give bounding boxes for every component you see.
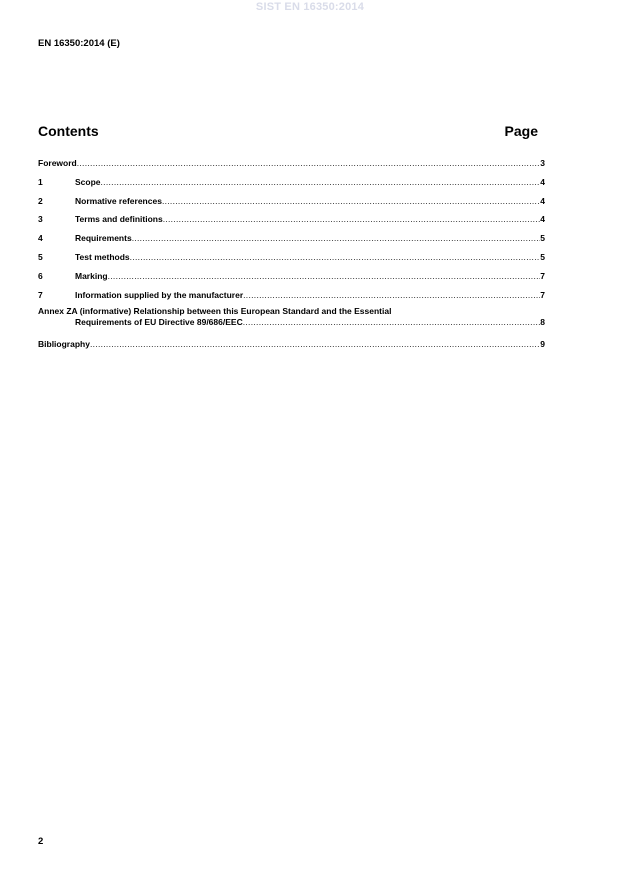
toc-entry-number: 4 xyxy=(38,233,43,244)
dot-leader xyxy=(162,194,540,208)
page-number: 2 xyxy=(38,836,44,847)
toc-entry-title: Scope xyxy=(75,176,101,187)
toc-entry-requirements[interactable] xyxy=(38,231,545,250)
toc-entry-number: 1 xyxy=(38,176,43,187)
page-column-label: Page xyxy=(504,123,538,139)
dot-leader xyxy=(90,337,540,351)
toc-entry-title: Foreword xyxy=(38,158,77,168)
toc-entry-bibliography[interactable] xyxy=(38,337,545,356)
dot-leader xyxy=(163,212,541,226)
toc-entry-information-supplied[interactable] xyxy=(38,288,545,307)
table-of-contents xyxy=(38,156,545,356)
watermark: SIST EN 16350:2014 xyxy=(255,1,365,13)
contents-heading xyxy=(38,123,538,139)
dot-leader xyxy=(77,156,541,170)
dot-leader xyxy=(101,175,541,189)
toc-entry-page: 5 xyxy=(540,251,545,262)
toc-entry-title: Marking xyxy=(75,270,108,281)
toc-entry-scope[interactable] xyxy=(38,175,545,194)
toc-entry-number: 7 xyxy=(38,289,43,300)
toc-entry-page: 8 xyxy=(540,316,545,327)
document-identifier: EN 16350:2014 (E) xyxy=(38,38,120,49)
contents-title: Contents xyxy=(38,123,99,139)
toc-entry-title: Bibliography xyxy=(38,339,90,350)
annex-entry-text xyxy=(38,306,545,327)
toc-entry-page: 7 xyxy=(540,289,545,300)
annex-title-line-2-row xyxy=(38,317,545,328)
toc-entry-page: 5 xyxy=(540,233,545,244)
toc-entry-page: 4 xyxy=(540,195,545,206)
dot-leader xyxy=(243,288,540,302)
toc-entry-foreword[interactable] xyxy=(38,156,545,175)
toc-entry-test-methods[interactable] xyxy=(38,250,545,269)
toc-entry-title: Normative references xyxy=(75,195,162,206)
toc-entry-marking[interactable] xyxy=(38,269,545,288)
toc-entry-title: Test methods xyxy=(75,251,130,262)
toc-entry-number: 6 xyxy=(38,270,43,281)
toc-entry-page: 4 xyxy=(540,176,545,187)
toc-entry-number: 5 xyxy=(38,251,43,262)
dot-leader xyxy=(132,231,541,245)
toc-entry-terms-and-definitions[interactable] xyxy=(38,212,545,231)
toc-entry-page: 3 xyxy=(540,158,545,168)
toc-entry-page: 9 xyxy=(540,339,545,350)
toc-entry-page: 7 xyxy=(540,270,545,281)
toc-entry-annex-za[interactable] xyxy=(38,306,545,337)
toc-entry-title: Terms and definitions xyxy=(75,214,163,225)
toc-entry-title: Information supplied by the manufacturer xyxy=(75,289,244,300)
annex-title-line-2: Requirements of EU Directive 89/686/EEC xyxy=(75,316,243,327)
dot-leader xyxy=(243,317,541,328)
toc-entry-number: 3 xyxy=(38,214,43,225)
dot-leader xyxy=(130,250,541,264)
toc-entry-title: Requirements xyxy=(75,233,132,244)
toc-entry-page: 4 xyxy=(540,214,545,225)
toc-entry-normative-references[interactable] xyxy=(38,194,545,213)
annex-title-line-1: Annex ZA (informative) Relationship between this European Standard and the Essential xyxy=(38,306,392,317)
dot-leader xyxy=(108,269,541,283)
toc-entry-number: 2 xyxy=(38,195,43,206)
